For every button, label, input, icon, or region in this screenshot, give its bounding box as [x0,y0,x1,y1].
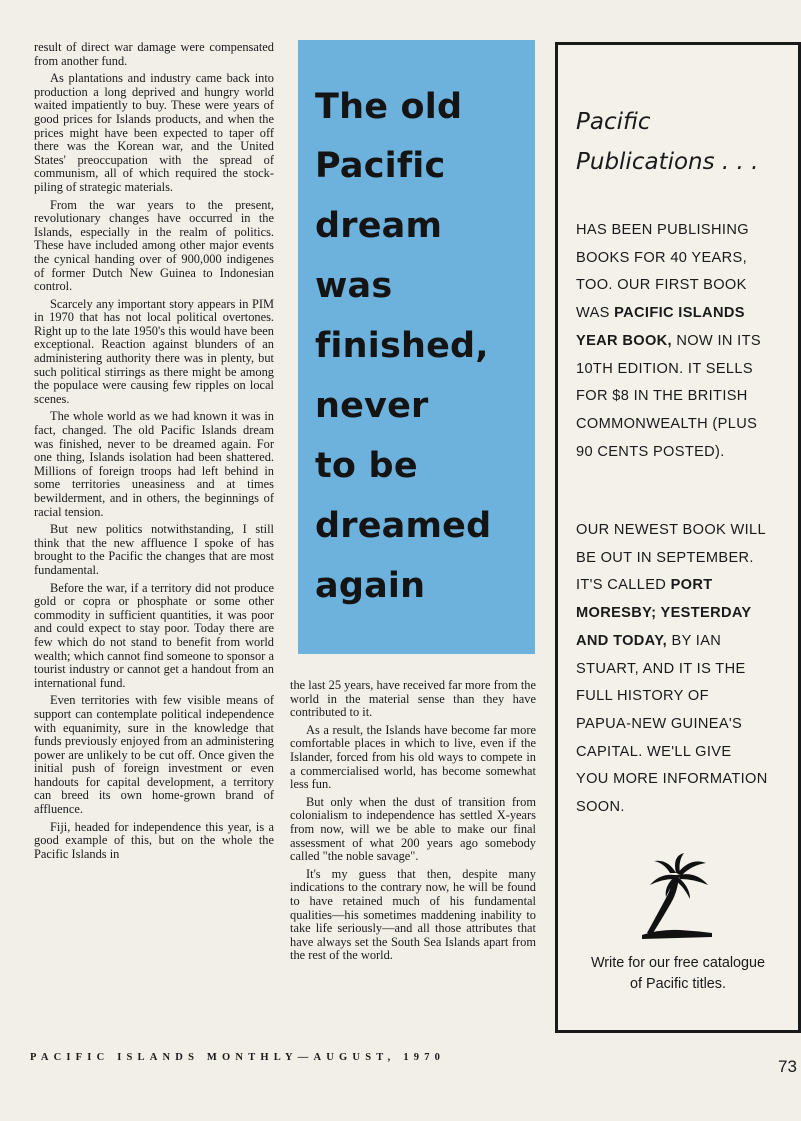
ad-text-line [576,439,761,467]
ad-title-line-1: Pacific [576,109,651,135]
ad-text: BE OUT IN SEPTEMBER. [576,549,754,566]
ad-text: BOOKS FOR 40 YEARS, [576,249,748,266]
advertisement-box [555,42,801,1033]
ad-bold-text: MORESBY; YESTERDAY [576,605,752,622]
ad-text-line [576,628,768,656]
pull-quote-line: to be [315,446,418,486]
ad-text: 10TH EDITION. IT SELLS [576,360,753,377]
ad-text-block-2 [576,517,768,822]
ad-title-line-2: Publications . . . [576,149,759,175]
pull-quote-line: dream [315,206,443,246]
article-paragraph: It's my guess that then, despite many indications to the contrary now, he will be found to have retained much of his fundamental qualities—his sometimes maddening inability to take life seriously—and all those attributes that have always set the South Sea Islands apart from the rest of the world. [290,866,536,963]
ad-call-to-action [558,953,798,995]
ad-text-line [576,739,768,767]
ad-text-line [576,517,768,545]
ad-text: COMMONWEALTH (PLUS [576,415,758,432]
article-column-1 [34,41,274,865]
ad-text-line [576,711,768,739]
article-paragraph: But only when the dust of transition from colonialism to independence has settled X-years from now, will we be able to make our final assessment of what 200 years ago somebody called "the noble savage". [290,794,536,864]
ad-text-line [576,300,761,328]
ad-text-line [576,572,768,600]
ad-bold-text: AND TODAY, [576,632,668,649]
ad-text-line [576,600,768,628]
article-column-2 [290,679,536,967]
pull-quote-line: The old [315,87,463,127]
ad-text-line [576,545,768,573]
ad-text-line [576,328,761,356]
ad-text: HAS BEEN PUBLISHING [576,222,749,238]
article-paragraph: Even territories with few visible means of support can contemplate political independence with equanimity, sure in the knowledge that funds previously enjoyed from an administering power are unlikely to be cut off. Once given the initial push of foreign investment or even handouts for capital development, a territory can breed its own home-grown brand of affluence. [34,693,274,817]
article-paragraph: Scarcely any important story appears in PIM in 1970 that has not local political overtones. Right up to the late 1950's this would have been exceptional. Reaction against blunders of an administering authority there was in plenty, but such political stirrings as there might be among the populace were causing few ripples on local scenes. [34,296,274,406]
pull-quote-line: finished, [315,326,489,366]
article-paragraph: result of direct war damage were compensated from another fund. [34,40,274,68]
pull-quote-line: never [315,386,429,426]
pull-quote-box [298,40,535,654]
ad-text: OUR NEWEST BOOK WILL [576,522,766,538]
ad-text: WAS [576,305,615,322]
article-paragraph: the last 25 years, have received far more from the world in the material sense than they have contributed to it. [290,678,536,720]
ad-text: FULL HISTORY OF [576,688,709,705]
ad-text: CAPITAL. WE'LL GIVE [576,743,732,760]
ad-text: NOW IN ITS [671,332,761,349]
ad-text: SOON. [576,799,625,816]
article-paragraph: Before the war, if a territory did not produce gold or copra or phosphate or some other commodity in sufficient quantities, it was poor and could expect to stay poor. Today there are few which do not stand to benefit from world wealth; which cannot find someone to sponsor a tourist industry or cannot get a handout from an international fund. [34,580,274,690]
pull-quote-line: was [315,266,393,306]
ad-bold-text: YEAR BOOK, [576,332,672,349]
ad-text-line [576,272,761,300]
page-number: 73 [778,1057,797,1076]
article-paragraph: But new politics notwithstanding, I still think that the new affluence I spoke of has brought to the Pacific the changes that are most fundamental. [34,522,274,577]
article-paragraph: As a result, the Islands have become far more comfortable places in which to live, even if the Islander, forced from his old ways to compete in a commercialised world, has become somewhat less fun. [290,722,536,792]
ad-text: IT'S CALLED [576,577,671,594]
ad-text: TOO. OUR FIRST BOOK [576,277,747,294]
pull-quote-line: dreamed [315,506,492,546]
ad-text-line [576,411,761,439]
ad-text-block-1 [576,217,761,466]
article-paragraph: The whole world as we had known it was in fact, changed. The old Pacific Islands dream was finished, never to be dreamed again. For one thing, Islands isolation had been shattered. Millions of foreign troops had left behind in some territories uneasiness and at times bewilderment, and in others, the beginnings of racial tension. [34,409,274,519]
ad-cta-line-2: of Pacific titles. [630,976,726,992]
ad-text-line [576,217,761,245]
ad-text-line [576,356,761,384]
article-paragraph: From the war years to the present, revolutionary changes have occurred in the Islands, especially in the realm of politics. These have included among other major events the cynical handing over of 900,000 indigenes of former Dutch New Guinea to Indonesian control. [34,197,274,294]
pull-quote-line: Pacific [315,146,446,186]
ad-cta-line-1: Write for our free catalogue [590,955,766,971]
article-paragraph: Fiji, headed for independence this year, is a good example of this, but on the whole the Pacific Islands in [34,819,274,861]
ad-bold-text: PACIFIC ISLANDS [614,305,745,322]
ad-text: YOU MORE INFORMATION [576,771,768,788]
ad-text-line [576,656,768,684]
article-paragraph: As plantations and industry came back into production a long deprived and hungry world waited impatiently to buy. These were years of good prices for Islands products, and when the prices might have been expected to taper off there was the Korean war, and the United States' preoccupation with the spread of communism, all of which required the stock-piling of strategic materials. [34,71,274,194]
ad-text: FOR $8 IN THE BRITISH [576,388,748,405]
running-footer: PACIFIC ISLANDS MONTHLY—AUGUST, 1970 [30,1052,446,1063]
pull-quote-line: again [315,566,426,606]
ad-text-line [576,794,768,822]
palm-tree-icon [640,853,714,939]
ad-text-line [576,245,761,273]
ad-text-line [576,683,768,711]
ad-text: 90 CENTS POSTED). [576,443,725,460]
ad-text: BY IAN [667,632,722,649]
ad-text: STUART, AND IT IS THE [576,660,746,677]
ad-text-line [576,383,761,411]
ad-text: PAPUA-NEW GUINEA'S [576,715,743,732]
ad-bold-text: PORT [670,577,713,594]
ad-text-line [576,766,768,794]
